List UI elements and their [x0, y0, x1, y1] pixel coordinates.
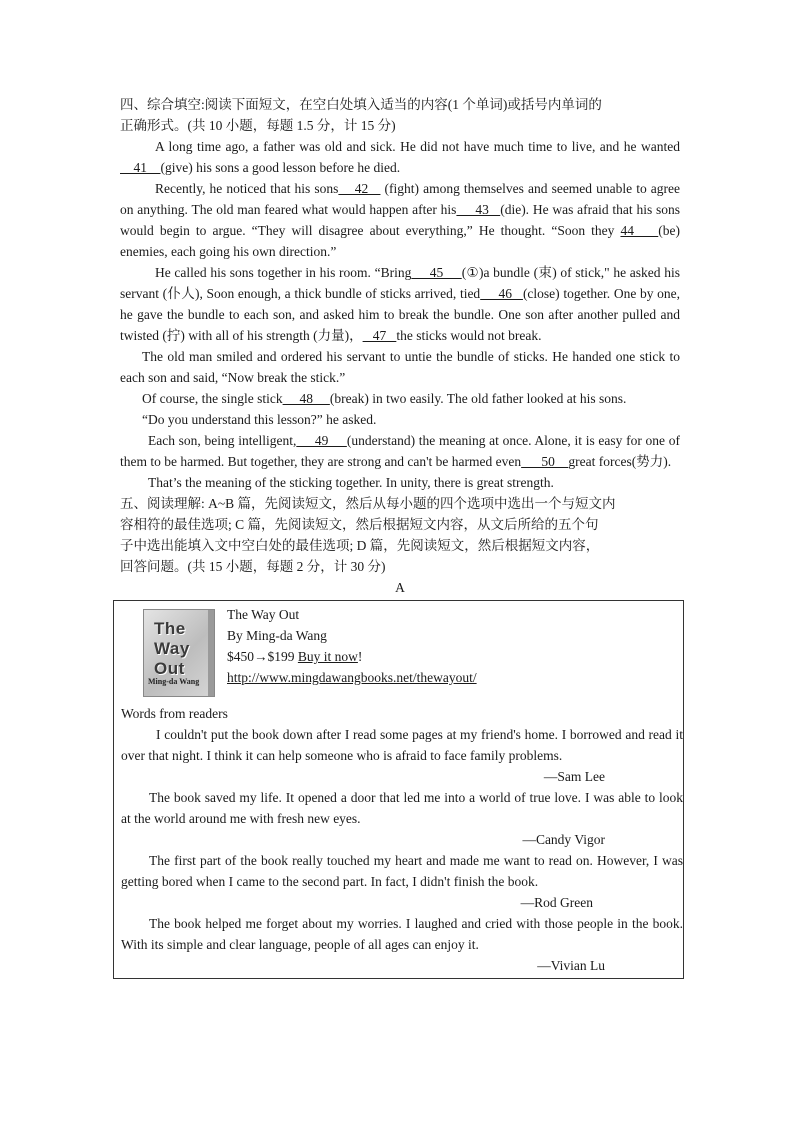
book-cover-image	[143, 609, 215, 697]
cloze-paragraph-8: That’s the meaning of the sticking together. In unity, there is great strength.	[148, 475, 554, 490]
blank-44: 44	[620, 223, 659, 238]
price-text: $450→$199	[227, 649, 298, 664]
reviews-heading: Words from readers	[121, 706, 228, 721]
p2-text-b: (fight) among themselves and seemed unable to agree on anything. The old man feared what would happen after his	[120, 181, 680, 217]
blank-50: 50	[521, 454, 569, 469]
p2-text-a: Recently, he noticed that his sons	[155, 181, 339, 196]
passage-a-box	[113, 600, 684, 979]
section5-heading-line1: 五、阅读理解: A~B 篇，先阅读短文，然后从每小题的四个选项中选出一个与短文内	[120, 496, 616, 511]
p3-text-a: He called his sons together in his room. “Bring	[155, 265, 412, 280]
section5-heading-line3: 子中选出能填入文中空白处的最佳选项; D 篇，先阅读短文，然后根据短文内容，	[120, 538, 600, 553]
blank-41: 41	[120, 160, 161, 175]
p3-text-d: the sticks would not break.	[396, 328, 542, 343]
cover-spine	[208, 610, 214, 696]
p5-text-b: (break) in two easily. The old father looked at his sons.	[329, 391, 627, 406]
book-price	[227, 646, 477, 667]
section4-heading	[120, 94, 680, 136]
section5-heading-line2: 容相符的最佳选项; C 篇，先阅读短文，然后根据短文内容，从文后所给的五个句	[120, 517, 599, 532]
blank-47: 47	[362, 328, 397, 343]
review-author-1: —Sam Lee	[543, 769, 605, 784]
p7-text-a: Each son, being intelligent,	[148, 433, 297, 448]
p1-text-a: A long time ago, a father was old and sick. He did not have much time to live, and he wanted	[155, 139, 680, 154]
review-author-2: —Candy Vigor	[522, 832, 605, 847]
p2-text-c: (die). He was afraid that his sons would begin to argue. “They will disagree about everything,” He thought. “Soon they	[120, 202, 681, 238]
p3-text-c: (close) together. One by one, he gave the bundle to each son, and asked him to break the bundle. One son after another pulled and twisted (拧) with all of his strength (力量)，	[120, 286, 681, 343]
cover-title-line2: Way	[154, 639, 190, 658]
blank-42: 42	[338, 181, 381, 196]
blank-45: 45	[411, 265, 462, 280]
book-url-link[interactable]: http://www.mingdawangbooks.net/thewayout/	[227, 670, 477, 685]
cloze-paragraph-7	[120, 430, 680, 472]
section5-heading-line4: 回答问题。(共 15 小题，每题 2 分，计 30 分)	[120, 559, 386, 574]
cloze-paragraph-1	[120, 136, 680, 178]
section4-heading-line2: 正确形式。(共 10 小题，每题 1.5 分，计 15 分)	[120, 118, 396, 133]
cover-title-line1: The	[154, 619, 186, 638]
book-author: By Ming-da Wang	[227, 628, 327, 643]
cloze-paragraph-4: The old man smiled and ordered his servant to untie the bundle of sticks. He handed one stick to each son and said, “Now break the stick.”	[120, 349, 680, 385]
price-suffix: !	[357, 649, 363, 664]
book-info	[227, 604, 477, 688]
review-text-2: The book saved my life. It opened a door that led me into a world of true love. I was able to look at the world around me with fresh new eyes.	[121, 790, 683, 826]
review-author-4: —Vivian Lu	[537, 958, 605, 973]
p7-text-b: (understand) the meaning at once. Alone, it is easy for one of them to be harmed. But together, they are strong and can't be harmed even	[120, 433, 680, 469]
blank-43: 43	[456, 202, 501, 217]
review-author-3: —Rod Green	[520, 895, 593, 910]
cover-title-line3: Out	[154, 659, 185, 678]
review-text-4: The book helped me forget about my worries. I laughed and cried with those people in the book. With its simple and clear language, people of all ages can enjoy it.	[121, 916, 683, 952]
cover-author: Ming-da Wang	[148, 677, 200, 686]
section5-heading	[120, 493, 680, 577]
buy-now-link[interactable]: Buy it now	[297, 649, 358, 664]
passage-label: A	[395, 580, 405, 595]
p7-text-c: great forces(势力).	[568, 454, 672, 469]
book-ad	[121, 601, 683, 697]
cloze-paragraph-3	[120, 262, 680, 346]
blank-48: 48	[282, 391, 330, 406]
cloze-paragraph-2	[120, 178, 680, 262]
review-text-1: I couldn't put the book down after I read some pages at my friend's home. I borrowed and read it over that night. I think it can help someone who is afraid to face family problems.	[121, 727, 683, 763]
p1-text-b: (give) his sons a good lesson before he died.	[160, 160, 401, 175]
cloze-paragraph-5	[120, 388, 680, 409]
p5-text-a: Of course, the single stick	[142, 391, 283, 406]
cloze-paragraph-6: “Do you understand this lesson?” he asked.	[142, 412, 377, 427]
review-text-3: The first part of the book really touched my heart and made me want to read on. However, I was getting bored when I came to the second part. In fact, I didn't finish the book.	[121, 853, 683, 889]
p3-text-b: (①)a bundle (束) of stick," he asked his servant (仆人), Soon enough, a thick bundle of sticks arrived, tied	[120, 265, 680, 301]
blank-46: 46	[480, 286, 523, 301]
blank-49: 49	[296, 433, 347, 448]
section4-heading-line1: 四、综合填空:阅读下面短文，在空白处填入适当的内容(1 个单词)或括号内单词的	[120, 97, 602, 112]
book-title: The Way Out	[227, 607, 300, 622]
exam-page	[120, 94, 683, 979]
p2-text-d: (be) enemies, each going his own direction.”	[120, 223, 680, 259]
